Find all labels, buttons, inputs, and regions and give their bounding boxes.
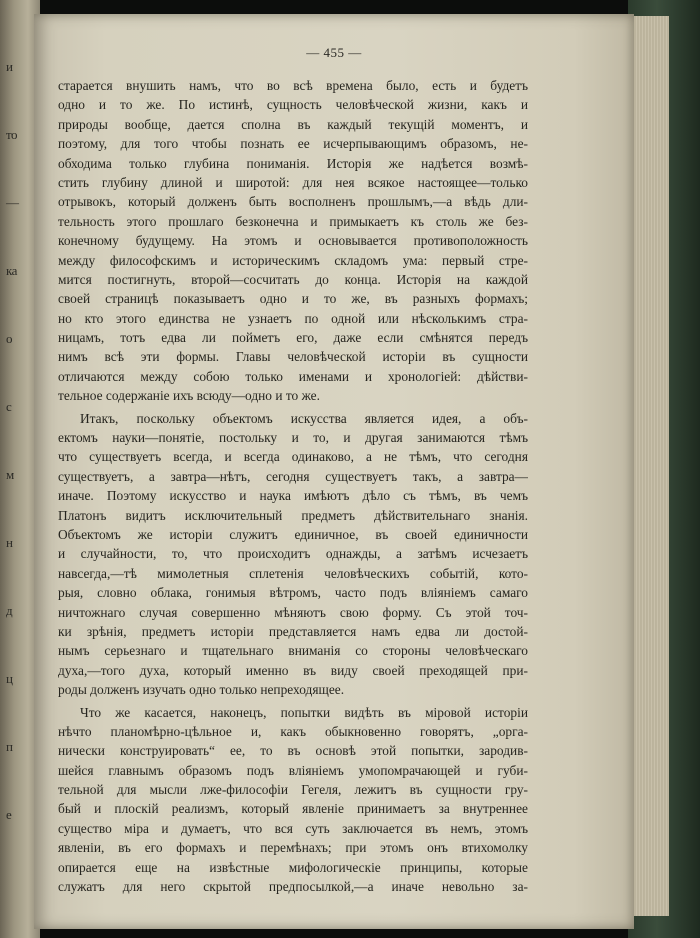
left-page-fragment: д (6, 603, 13, 618)
left-page-fragment: то (6, 127, 18, 142)
text-line: нымъ серьезнаго и тщательнаго вниманія со стороны человѣческаго (58, 643, 528, 659)
text-line: роды долженъ изучать одно только непреходящее. (58, 682, 345, 698)
text-line: служатъ для него скрытой предпосылкой,—а иначе невольно за- (58, 879, 528, 895)
text-line: между философскимъ и историческимъ складомъ ума: первый стре- (58, 252, 528, 268)
text-line: что существуетъ всегда, и всегда одинаково, а не тѣмъ, что сегодня (58, 449, 528, 465)
text-line: духа,—того духа, который именно въ виду своей преходящей при- (58, 662, 528, 678)
text-line: нимъ всѣ эти формы. Главы человѣческой исторіи въ сущности (58, 349, 528, 365)
left-page-fragment: о (6, 331, 12, 346)
page-block-edges (628, 16, 669, 916)
text-line: тельной для мысли лже-философіи Гегеля, лежитъ въ сущности гру- (58, 782, 528, 798)
text-line: отрывокъ, который долженъ быть восполненъ прошлымъ,—а вѣдь дли- (58, 194, 528, 210)
text-line: обходима только глубина пониманія. Исторія же надѣется возмѣ- (58, 155, 528, 171)
left-page-fragment: н (6, 535, 13, 550)
text-line: конечному будущему. На этомъ и основывается противоположность (58, 233, 528, 249)
text-line: своей страницѣ показываетъ одно и то же, въ разныхъ формахъ; (58, 291, 528, 307)
left-page-fragment: е (6, 807, 12, 822)
text-line: тельность этого прошлаго безконечна и примыкаетъ къ столь же без- (58, 213, 528, 229)
left-page-fragment: м (6, 467, 14, 482)
text-line: шейся главнымъ образомъ подъ вліяніемъ умопомрачающей и губи- (58, 762, 528, 778)
text-line: существуетъ, а завтра—нѣтъ, сегодня существуетъ такъ, а завтра— (58, 468, 528, 484)
text-line: поэтому, для того чтобы познать ее исчерпывающимъ образомъ, не- (58, 136, 528, 152)
left-page-fragment: ц (6, 671, 13, 686)
left-page-fragment: и (6, 59, 13, 74)
text-line: и случайности, то, что происходитъ однажды, а затѣмъ исчезаетъ (58, 546, 528, 562)
page-number: — 455 — (306, 45, 362, 60)
text-line: Платонъ видитъ исключительный предметъ дѣйствительнаго знанія. (58, 507, 528, 523)
text-line: ки зрѣнія, предметъ исторіи представляется намъ едва ли достой- (58, 623, 528, 639)
text-line: ницамъ, тотъ едва ли пойметъ его, даже если смѣнятся передъ (58, 330, 528, 346)
text-line: навсегда,—тѣ мимолетныя сплетенія человѣческихъ событій, кото- (58, 565, 528, 581)
body-text (58, 76, 528, 896)
text-line: Итакъ, поскольку объектомъ искусства является идея, а объ- (80, 410, 528, 426)
text-line: тельное содержаніе ихъ всюду—одно и то же. (58, 388, 320, 404)
text-line: опирается еще на извѣстные мифологическіе принципы, которые (58, 859, 528, 875)
left-page-fragment: — (6, 195, 19, 210)
text-line: Что же касается, наконецъ, попытки видѣть въ міровой исторіи (80, 704, 528, 720)
text-line: но кто этого единства не узнаетъ по одной или нѣсколькимъ стра- (58, 310, 528, 326)
text-line: мится постигнуть, второй—сосчитать до конца. Исторія на каждой (58, 271, 528, 287)
left-page-fragment: п (6, 739, 13, 754)
text-line: иначе. Поэтому искусство и наука имѣютъ дѣло съ тѣмъ, въ чемъ (58, 488, 528, 504)
text-line: бый и плоскій реализмъ, который явленіе принимаетъ за внутреннее (58, 801, 528, 817)
text-line: Объектомъ же исторіи служитъ единичное, въ своей единичности (58, 526, 528, 542)
left-page-fragment: ка (6, 263, 17, 278)
text-line: отличаются между собою только именами и хронологіей: дѣйстви- (58, 368, 528, 384)
text-line: рыя, словно облака, гонимыя вѣтромъ, часто подъ вліяніемъ самаго (58, 585, 528, 601)
text-line: явленіи, въ его формахъ и перемѣнахъ; при этомъ онъ втихомолку (58, 840, 528, 856)
text-line: ектомъ науки—понятіе, постольку и то, и другая занимаются тѣмъ (58, 430, 528, 446)
text-line: нѣчто планомѣрно-цѣльное и, какъ обыкновенно говорятъ, „орга- (58, 723, 528, 739)
text-line: стить глубину длиной и широтой: для нея всякое настоящее—только (58, 174, 528, 190)
book-page (34, 14, 634, 929)
text-line: существо міра и думаетъ, что вся суть заключается въ немъ, этомъ (58, 820, 528, 836)
left-page-fragment: с (6, 399, 12, 414)
text-line: нически конструировать“ ее, то въ основѣ этой попытки, зародив- (58, 743, 528, 759)
text-line: природы вообще, дается сполна въ каждый текущій моментъ, и (58, 116, 528, 132)
text-line: ничтожнаго случая совершенно мѣняютъ свою форму. Съ этой точ- (58, 604, 528, 620)
text-line: одно и то же. По истинѣ, сущность человѣческой жизни, какъ и (58, 97, 528, 113)
text-line: старается внушить намъ, что во всѣ времена было, есть и будетъ (58, 78, 528, 93)
